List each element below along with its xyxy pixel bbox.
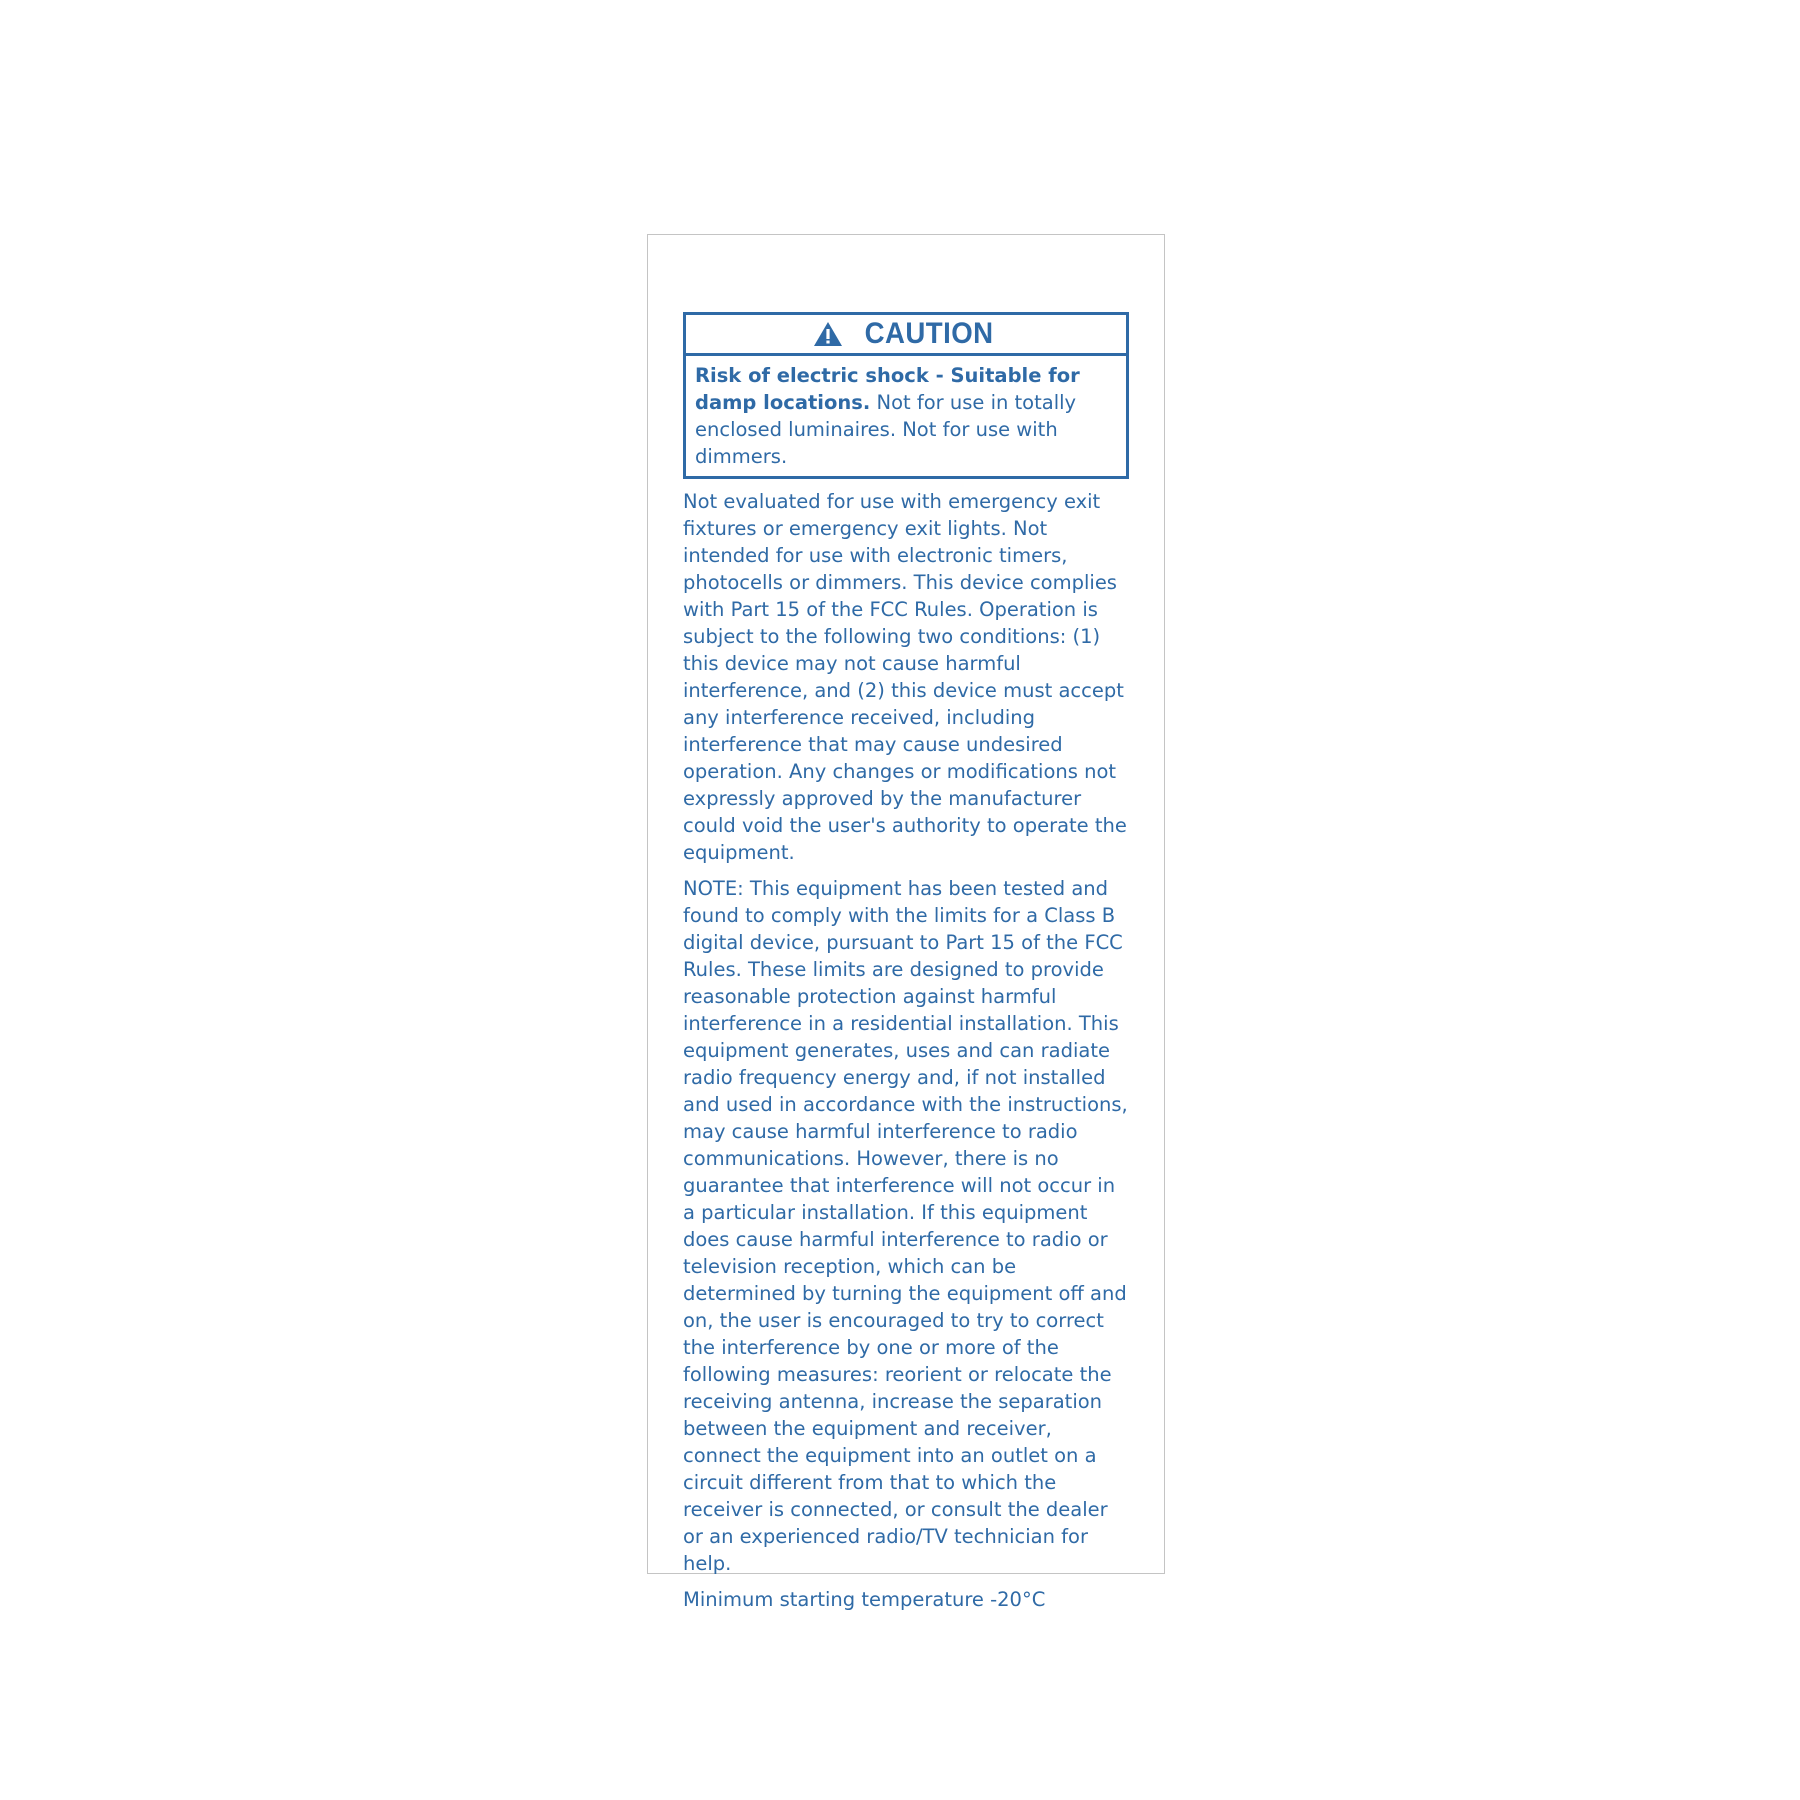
caution-box [683,312,1129,479]
caution-title: CAUTION [864,317,994,350]
caution-body [686,356,1126,476]
compliance-paragraph: Not evaluated for use with emergency exit fixtures or emergency exit lights. Not intended for use with electronic timers, photocells or dimmers. This device complies with Part 15 of the FCC Rules. Operation is subject to the following two conditions: (1) this device may not cause harmful interference, and (2) this device must accept any interference received, including interference that may cause undesired operation. Any changes or modifications not expressly approved by the manufacturer could void the user's authority to operate the equipment. [683,490,1127,864]
minimum-temperature: Minimum starting temperature -20°C [683,1588,1046,1611]
label-content [683,312,1129,1613]
caution-warning-bold: Risk of electric shock - Suitable for damp locations. [695,364,1080,414]
caution-header [686,315,1126,356]
caution-warning-text: Not for use in totally enclosed luminaires. Not for use with dimmers. [695,391,1077,468]
fcc-note-paragraph: NOTE: This equipment has been tested and found to comply with the limits for a Class B digital device, pursuant to Part 15 of the FCC Rules. These limits are designed to provide reasonable protection against harmful interference in a residential installation. This equipment generates, uses and can radiate radio frequency energy and, if not installed and used in accordance with the instructions, may cause harmful interference to radio communications. However, there is no guarantee that interference will not occur in a particular installation. If this equipment does cause harmful interference to radio or television reception, which can be determined by turning the equipment off and on, the user is encouraged to try to correct the interference by one or more of the following measures: reorient or relocate the receiving antenna, increase the separation between the equipment and receiver, connect the equipment into an outlet on a circuit different from that to which the receiver is connected, or consult the dealer or an experienced radio/TV technician for help. [683,877,1128,1575]
warning-triangle-icon [813,321,843,347]
product-label-card [647,234,1165,1611]
